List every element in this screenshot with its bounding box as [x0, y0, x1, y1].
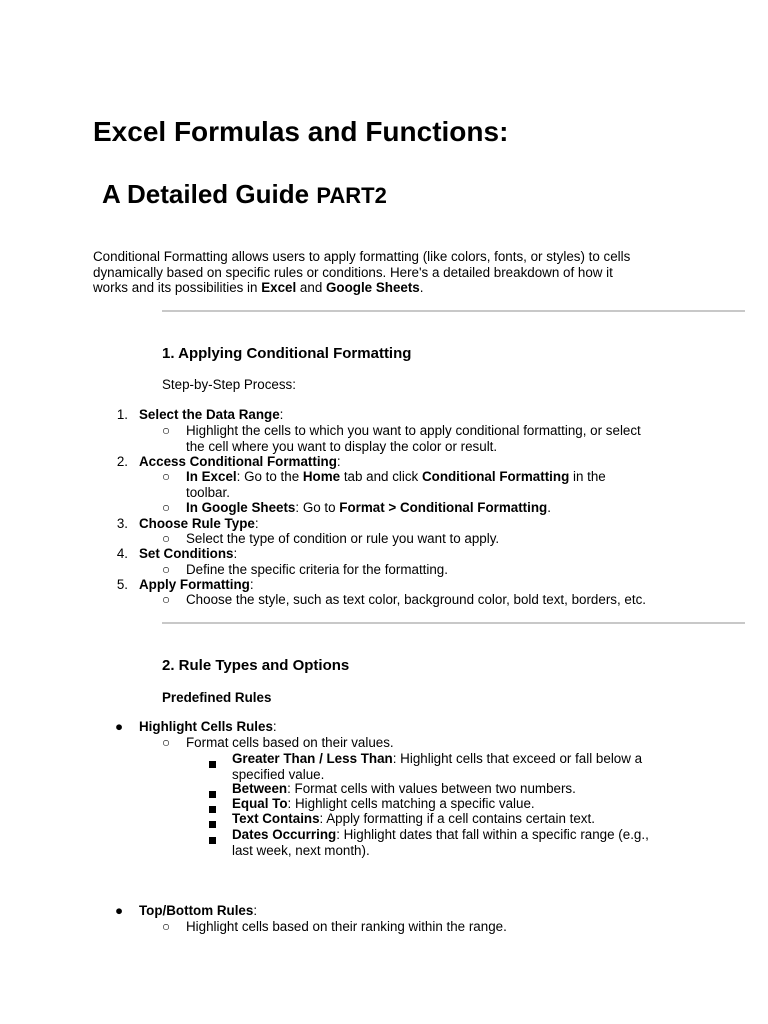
intro-line-3: works and its possibilities in Excel and Google Sheets. — [93, 280, 424, 295]
rule-between: Between: Format cells with values between two numbers. — [232, 781, 576, 796]
rule-greater-less: Greater Than / Less Than: Highlight cells that exceed or fall below a specified value. — [232, 751, 643, 782]
highlight-cells-detail: Format cells based on their values. — [186, 735, 394, 750]
subtitle-main: A Detailed Guide — [102, 179, 310, 209]
square-bullet — [209, 755, 216, 773]
section1-process-label: Step-by-Step Process: — [162, 377, 296, 392]
step-5-detail: Choose the style, such as text color, background color, bold text, borders, etc. — [186, 592, 646, 607]
bullet: ● — [115, 719, 124, 734]
intro-line-2: dynamically based on specific rules or conditions. Here's a detailed breakdown of how it — [93, 264, 613, 280]
circle-bullet: ○ — [162, 919, 171, 934]
top-bottom-detail: Highlight cells based on their ranking within the range. — [186, 919, 507, 934]
step-number: 1. — [116, 407, 128, 422]
step-number: 3. — [116, 516, 128, 531]
top-bottom-rules: Top/Bottom Rules: — [139, 903, 258, 918]
divider-2 — [162, 622, 745, 624]
step-1-detail: Highlight the cells to which you want to apply conditional formatting, or select the cell where you want to display the color or result. — [186, 423, 641, 454]
section2-heading: 2. Rule Types and Options — [162, 657, 350, 674]
subtitle-part: PART2 — [316, 183, 387, 208]
square-bullet — [209, 831, 216, 849]
circle-bullet: ○ — [162, 592, 171, 607]
step-5: Apply Formatting: — [139, 577, 254, 592]
rule-dates-occurring: Dates Occurring: Highlight dates that fall within a specific range (e.g., last week, next month). — [232, 827, 649, 858]
circle-bullet: ○ — [162, 500, 171, 515]
page-title: Excel Formulas and Functions: — [93, 116, 509, 147]
bullet: ● — [115, 903, 124, 918]
divider-1 — [162, 310, 745, 312]
step-4: Set Conditions: — [139, 546, 238, 561]
step-2-sheets: In Google Sheets: Go to Format > Conditional Formatting. — [186, 500, 551, 515]
step-4-detail: Define the specific criteria for the formatting. — [186, 562, 448, 577]
step-2-excel: In Excel: Go to the Home tab and click Conditional Formatting in the toolbar. — [186, 469, 606, 500]
intro-paragraph — [93, 249, 630, 296]
sheets-term: Google Sheets — [326, 280, 420, 295]
highlight-cells-rules: Highlight Cells Rules: — [139, 719, 277, 734]
circle-bullet: ○ — [162, 562, 171, 577]
intro-line-1: Conditional Formatting allows users to apply formatting (like colors, fonts, or styles) to cells — [93, 249, 631, 264]
section1-heading: 1. Applying Conditional Formatting — [162, 345, 412, 362]
step-number: 2. — [116, 454, 128, 469]
step-3-detail: Select the type of condition or rule you want to apply. — [186, 531, 500, 546]
rule-text-contains: Text Contains: Apply formatting if a cell contains certain text. — [232, 811, 595, 826]
circle-bullet: ○ — [162, 423, 171, 438]
rule-equal-to: Equal To: Highlight cells matching a specific value. — [232, 796, 535, 811]
step-number: 4. — [116, 546, 128, 561]
step-number: 5. — [116, 577, 128, 592]
step-1: Select the Data Range: — [139, 407, 284, 422]
circle-bullet: ○ — [162, 531, 171, 546]
page-subtitle — [102, 178, 387, 212]
circle-bullet: ○ — [162, 735, 171, 750]
step-3: Choose Rule Type: — [139, 516, 259, 531]
step-2: Access Conditional Formatting: — [139, 454, 341, 469]
predefined-rules-heading: Predefined Rules — [162, 690, 272, 705]
excel-term: Excel — [261, 280, 297, 295]
circle-bullet: ○ — [162, 469, 171, 484]
